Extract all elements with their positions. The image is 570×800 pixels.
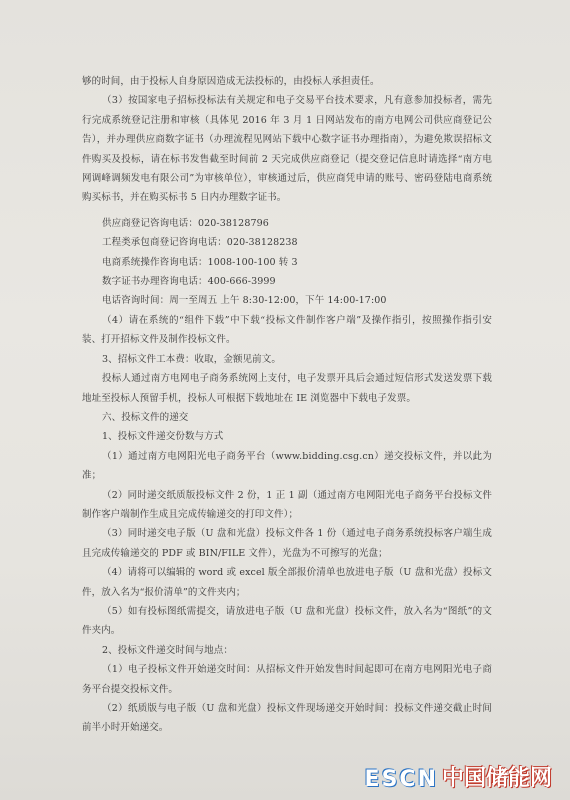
phone-hours: 电话咨询时间：周一至周五 上午 8:30-12:00，下午 14:00-17:00 — [102, 295, 387, 307]
document-body — [82, 72, 492, 738]
phone-supplier-registration: 供应商登记咨询电话：020-38128796 — [102, 217, 269, 229]
paragraph-drawings: （5）如有投标图纸需提交，请放进电子版（U 盘和光盘）投标文件，放入名为“图纸”的文件夹内。 — [82, 605, 492, 637]
paragraph-electronic-copies: （3）同时递交电子版（U 盘和光盘）投标文件各 1 份（通过电子商务系统投标客户端生成且完成传输递交的 PDF 或 BIN/FILE 文件），光盘为不可擦写的光盘； — [82, 528, 492, 559]
paragraph-fee: 3、招标文件工本费：收取，金额见前文。 — [102, 353, 281, 365]
paragraph-payment: 投标人通过南方电网电子商务系统网上支付，电子发票开具后会通过短信形式发送发票下载地址至投标人预留手机，投标人可根据下载地址在 IE 浏览器中下载电子发票。 — [82, 373, 492, 404]
paragraph-client-download: （4）请在系统的“组件下载”中下载“投标文件制作客户端”及操作指引，按照操作指引安装、打开招标文件及制作投标文件。 — [82, 314, 492, 346]
paragraph-onsite-start: （2）纸质版与电子版（U 盘和光盘）投标文件现场递交开始时间：投标文件递交截止时间前半小时开始递交。 — [82, 703, 492, 734]
paragraph-online-submission: （1）通过南方电网阳光电子商务平台（www.bidding.csg.cn）递交投标文件，并以此为准； — [82, 450, 492, 482]
watermark-chinese: 中国储能网 — [441, 766, 552, 791]
paragraph-registration: （3）按国家电子招标投标法有关规定和电子交易平台技术要求，凡有意参加投标者，需先行完成系统登记注册和审核（具体见 2016 年 3 月 1 日网站发布的南方电网公司供应商登记公告），并办理供应商数字证书（办理流程见网站下载中心数字证书办理指南），为避免欺误招标文件购买及投标，请在标书发售截至时间前 2 天完成供应商登记（提交登记信息时请选择“南方电网调峰调频发电有限公司”为审核单位），审核通过后，供应商凭申请的账号、密码登陆电商系统购买标书，并在购买标书 5 日内办理数字证书。 — [82, 95, 492, 204]
section-heading-submission: 六、投标文件的递交 — [102, 411, 189, 423]
paragraph-paper-copies: （2）同时递交纸质版投标文件 2 份，1 正 1 副（通过南方电网阳光电子商务平台投标文件制作客户端制作生成且完成传输递交的打印文件）； — [82, 489, 492, 520]
subheading-time-place: 2、投标文件递交时间与地点： — [102, 644, 233, 656]
phone-ecommerce-support: 电商系统操作咨询电话：1008-100-100 转 3 — [102, 256, 298, 268]
phone-certificate-support: 数字证书办理咨询电话：400-666-3999 — [102, 276, 276, 288]
paragraph-electronic-start: （1）电子投标文件开始递交时间：从招标文件开始发售时间起即可在南方电网阳光电子商务平台提交投标文件。 — [82, 664, 492, 695]
paragraph-continuation: 够的时间，由于投标人自身原因造成无法投标的，由投标人承担责任。 — [82, 76, 380, 87]
paragraph-price-list: （4）请将可以编辑的 word 或 excel 版全部报价清单也放进电子版（U 盘和光盘）投标文件，放入名为“报价清单”的文件夹内； — [82, 567, 492, 598]
escn-watermark-logo — [365, 761, 552, 792]
subheading-copies-method: 1、投标文件递交份数与方式 — [102, 431, 224, 443]
watermark-latin: ESCN — [364, 767, 438, 792]
phone-contractor-registration: 工程类承包商登记咨询电话：020-38128238 — [102, 237, 298, 249]
